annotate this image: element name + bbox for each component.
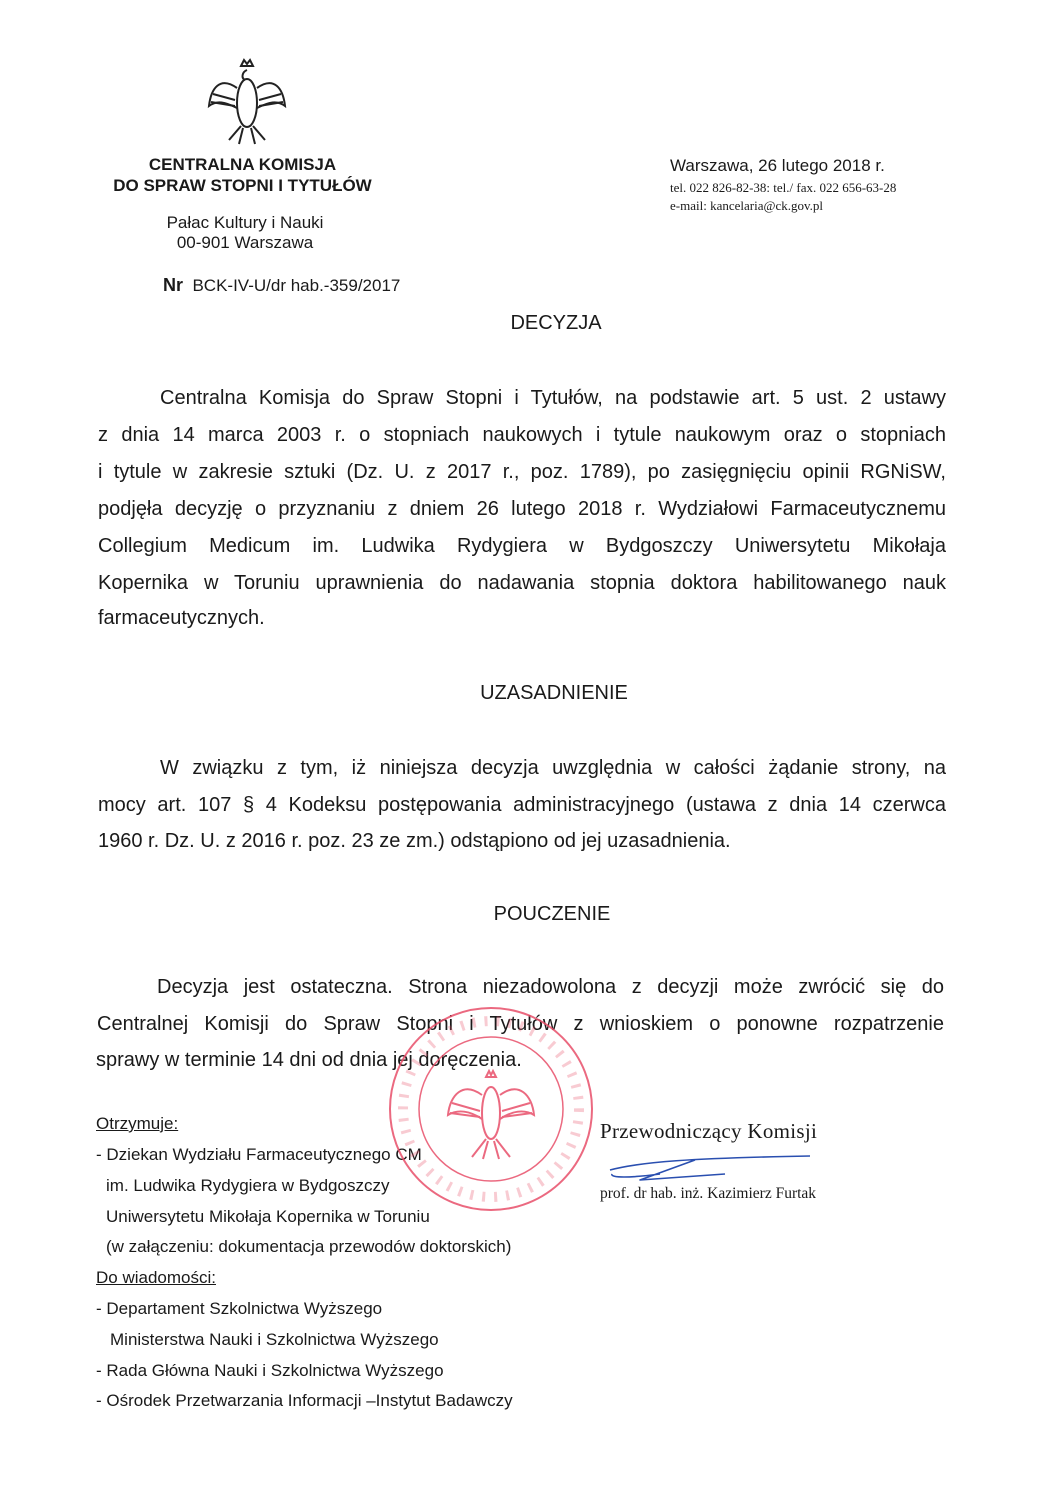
institution-name: [90, 154, 395, 196]
instruction-line: Decyzja jest ostateczna. Strona niezadowolona z decyzji może zwrócić się do: [157, 976, 944, 998]
recipient-line: - Dziekan Wydziału Farmaceutycznego CM: [96, 1145, 422, 1164]
decision-line: Collegium Medicum im. Ludwika Rydygiera w Bydgoszczy Uniwersytetu Mikołaja: [98, 535, 946, 557]
justification-line: 1960 r. Dz. U. z 2016 r. poz. 23 ze zm.) odstąpiono od jej uzasadnienia.: [98, 830, 731, 852]
reference-number-value: BCK-IV-U/dr hab.-359/2017: [192, 276, 401, 295]
recipient-line: Uniwersytetu Mikołaja Kopernika w Toruniu: [106, 1207, 430, 1226]
justification-line: mocy art. 107 § 4 Kodeksu postępowania administracyjnego (ustawa z dnia 14 czerwca: [98, 794, 946, 816]
signatory-name: prof. dr hab. inż. Kazimierz Furtak: [600, 1185, 817, 1202]
recipients-label: Otrzymuje:: [96, 1114, 179, 1133]
for-information-line: - Rada Główna Nauki i Szkolnictwa Wyższego: [96, 1361, 444, 1380]
official-stamp: [388, 1003, 594, 1215]
decision-line: Centralna Komisja do Spraw Stopni i Tytułów, na podstawie art. 5 ust. 2 ustawy: [160, 387, 946, 409]
handwritten-signature: [600, 1152, 820, 1182]
instruction-line: Centralnej Komisji do Spraw Stopni i Tytułów z wnioskiem o ponowne rozpatrzenie: [97, 1013, 944, 1035]
institution-name-line2: DO SPRAW STOPNI I TYTUŁÓW: [113, 176, 372, 195]
for-information-line: - Departament Szkolnictwa Wyższego: [96, 1299, 383, 1318]
for-information-line: Ministerstwa Nauki i Szkolnictwa Wyższego: [110, 1330, 439, 1349]
email: e-mail: kancelaria@ck.gov.pl: [670, 198, 823, 213]
eagle-emblem-icon: [205, 58, 289, 148]
address-line2: 00-901 Warszawa: [176, 233, 314, 252]
stamp-eagle-icon: [448, 1071, 534, 1159]
decision-line: z dnia 14 marca 2003 r. o stopniach naukowych i tytule naukowym oraz o stopniach: [98, 424, 946, 446]
place-date: Warszawa, 26 lutego 2018 r.: [670, 156, 885, 175]
signatory-title: Przewodniczący Komisji: [600, 1119, 818, 1143]
institution-name-line1: CENTRALNA KOMISJA: [148, 155, 337, 174]
reference-number-label: Nr: [163, 275, 184, 295]
for-information-label: Do wiadomości:: [96, 1268, 216, 1287]
instruction-heading: POUCZENIE: [493, 903, 611, 925]
recipient-line: im. Ludwika Rydygiera w Bydgoszczy: [106, 1176, 390, 1195]
decision-heading: DECYZJA: [510, 312, 602, 334]
address-line1: Pałac Kultury i Nauki: [166, 213, 324, 232]
phone-fax: tel. 022 826-82-38: tel./ fax. 022 656-63-28: [670, 180, 897, 195]
decision-line: podjęła decyzję o przyznaniu z dniem 26 lutego 2018 r. Wydziałowi Farmaceutycznemu: [98, 498, 946, 520]
decision-line: i tytule w zakresie sztuki (Dz. U. z 2017 r., poz. 1789), po zasięgnięciu opinii RGNiSW,: [98, 461, 946, 483]
decision-line: Kopernika w Toruniu uprawnienia do nadawania stopnia doktora habilitowanego nauk: [98, 572, 946, 594]
instruction-line: sprawy w terminie 14 dni od dnia jej doręczenia.: [96, 1049, 522, 1071]
recipient-line: (w załączeniu: dokumentacja przewodów doktorskich): [106, 1237, 512, 1256]
reference-number: [163, 275, 400, 296]
justification-heading: UZASADNIENIE: [480, 682, 628, 704]
institution-address: [140, 213, 350, 253]
for-information-line: - Ośrodek Przetwarzania Informacji –Instytut Badawczy: [96, 1391, 513, 1410]
decision-line: farmaceutycznych.: [98, 607, 265, 629]
justification-line: W związku z tym, iż niniejsza decyzja uwzględnia w całości żądanie strony, na: [160, 757, 946, 779]
